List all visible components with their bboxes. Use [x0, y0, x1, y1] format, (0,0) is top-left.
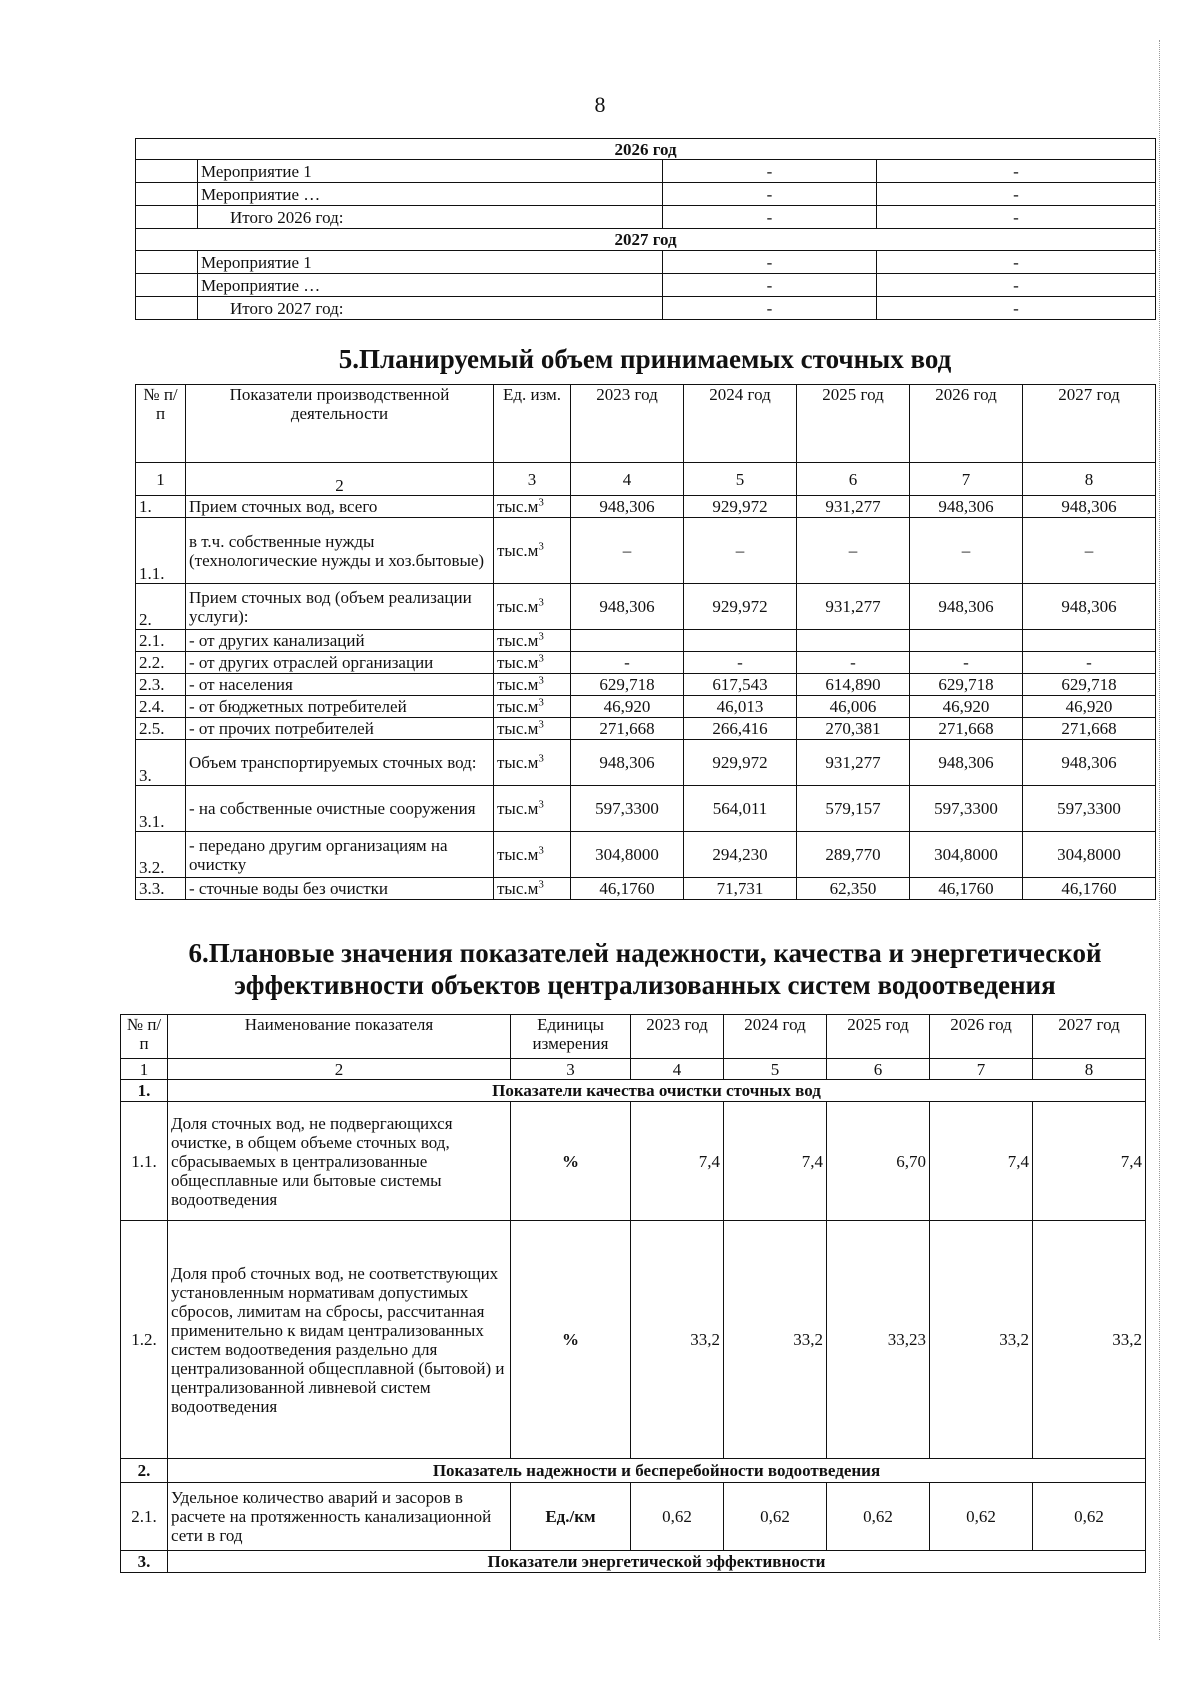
- unit-cell: $тыс.м^3$: [494, 786, 571, 832]
- value-cell: 46,1760: [571, 878, 684, 900]
- value-cell: 929,972: [684, 496, 797, 518]
- unit-cell: $тыс.м^3$: [494, 878, 571, 900]
- indicator-name: - от бюджетных потребителей: [186, 696, 494, 718]
- value-cell: 46,920: [571, 696, 684, 718]
- value-cell: 304,8000: [571, 832, 684, 878]
- indicator-name: - от населения: [186, 674, 494, 696]
- indicator-name: - от прочих потребителей: [186, 718, 494, 740]
- value-cell: 46,920: [910, 696, 1023, 718]
- indicator-name: - сточные воды без очистки: [186, 878, 494, 900]
- value-cell: 931,277: [797, 740, 910, 786]
- unit-cell: $тыс.м^3$: [494, 652, 571, 674]
- value-cell: 948,306: [910, 584, 1023, 630]
- value-cell: 629,718: [910, 674, 1023, 696]
- value-cell: 931,277: [797, 496, 910, 518]
- value-cell: 289,770: [797, 832, 910, 878]
- row-number: 2.2.: [136, 652, 186, 674]
- value-cell: 597,3300: [1023, 786, 1156, 832]
- total-label: Итого 2027 год:: [198, 297, 663, 320]
- row-number: 3.1.: [136, 786, 186, 832]
- table-row: 1.1. Доля сточных вод, не подвергающихся очистке, в общем объеме сточных вод, сбрасываемых в централизованные общесплавные или бытовые системы водоотведения % 7,4 7,4 6,70 7,4 7,4: [121, 1102, 1146, 1221]
- measure-name: Мероприятие …: [198, 183, 663, 206]
- value-cell: -: [910, 652, 1023, 674]
- value-cell: 564,011: [684, 786, 797, 832]
- section6-table: [120, 1014, 1146, 1573]
- total-row: Итого 2026 год: - -: [136, 206, 1156, 229]
- value-cell: 46,006: [797, 696, 910, 718]
- table-row: Мероприятие … - -: [136, 183, 1156, 206]
- value-cell: 629,718: [571, 674, 684, 696]
- value-cell: 948,306: [1023, 496, 1156, 518]
- group-row: 3. Показатели энергетической эффективности: [121, 1551, 1146, 1573]
- value-cell: 271,668: [571, 718, 684, 740]
- group-title: Показатели качества очистки сточных вод: [168, 1080, 1146, 1102]
- table-row: 2.1. Удельное количество аварий и засоров в расчете на протяженность канализационной сети в год Ед./км 0,62 0,62 0,62 0,62 0,62: [121, 1483, 1146, 1551]
- row-number: 1.: [136, 496, 186, 518]
- group-title: Показатели энергетической эффективности: [168, 1551, 1146, 1573]
- row-number: 2.3.: [136, 674, 186, 696]
- group-title: Показатель надежности и бесперебойности водоотведения: [168, 1459, 1146, 1483]
- value-cell: [797, 630, 910, 652]
- value-cell: 46,013: [684, 696, 797, 718]
- section6-title-line2: эффективности объектов централизованных систем водоотведения: [234, 970, 1056, 1000]
- measure-name: Мероприятие 1: [198, 251, 663, 274]
- unit-cell: $тыс.м^3$: [494, 696, 571, 718]
- value-cell: 71,731: [684, 878, 797, 900]
- table-row: [136, 630, 1156, 652]
- value-cell: 948,306: [1023, 584, 1156, 630]
- table-row: Мероприятие 1 - -: [136, 160, 1156, 183]
- value-cell: –: [684, 518, 797, 584]
- unit-cell: $тыс.м^3$: [494, 496, 571, 518]
- value-cell: 271,668: [910, 718, 1023, 740]
- value-cell: 304,8000: [1023, 832, 1156, 878]
- table-row: Мероприятие … - -: [136, 274, 1156, 297]
- value-cell: 931,277: [797, 584, 910, 630]
- value-cell: 46,920: [1023, 696, 1156, 718]
- section6-title-line1: 6.Плановые значения показателей надежности, качества и энергетической: [188, 938, 1102, 968]
- value-cell: –: [910, 518, 1023, 584]
- table-row: 1.2. Доля проб сточных вод, не соответствующих установленным нормативам допустимых сбросов, лимитам на сбросы, рассчитанная применительно к видам централизованных систем водоотведения раздельно для централизованной общесплавной (бытовой) и централизованной ливневой систем водоотведения % 33,2 33,2 33,23 33,2 33,2: [121, 1221, 1146, 1459]
- value-cell: 948,306: [910, 740, 1023, 786]
- value-cell: [910, 630, 1023, 652]
- unit-cell: $тыс.м^3$: [494, 718, 571, 740]
- indicator-name: Объем транспортируемых сточных вод:: [186, 740, 494, 786]
- table-row: [136, 496, 1156, 518]
- table-row: [136, 740, 1156, 786]
- row-number: 2.4.: [136, 696, 186, 718]
- section5-table: [135, 384, 1156, 900]
- value-cell: 46,1760: [1023, 878, 1156, 900]
- indicator-name: в т.ч. собственные нужды (технологические нужды и хоз.бытовые): [186, 518, 494, 584]
- value-cell: -: [684, 652, 797, 674]
- value-cell: 597,3300: [571, 786, 684, 832]
- unit-cell: $тыс.м^3$: [494, 630, 571, 652]
- value-cell: 46,1760: [910, 878, 1023, 900]
- value-cell: –: [571, 518, 684, 584]
- value-cell: [684, 630, 797, 652]
- value-cell: 948,306: [1023, 740, 1156, 786]
- value-cell: 614,890: [797, 674, 910, 696]
- value-cell: 271,668: [1023, 718, 1156, 740]
- group-row: 1. Показатели качества очистки сточных вод: [121, 1080, 1146, 1102]
- value-cell: -: [797, 652, 910, 674]
- table-row: [136, 718, 1156, 740]
- year-2027-header: 2027 год: [136, 229, 1156, 251]
- indicator-name: Доля проб сточных вод, не соответствующих установленным нормативам допустимых сбросов, лимитам на сбросы, рассчитанная применительно к видам централизованных систем водоотведения раздельно для централизованной общесплавной (бытовой) и централизованной ливневой систем водоотведения: [168, 1221, 511, 1459]
- indicator-name: Доля сточных вод, не подвергающихся очистке, в общем объеме сточных вод, сбрасываемых в централизованные общесплавные или бытовые системы водоотведения: [168, 1102, 511, 1221]
- value-cell: 948,306: [571, 584, 684, 630]
- total-label: Итого 2026 год:: [198, 206, 663, 229]
- row-number: 2.1.: [136, 630, 186, 652]
- year-2026-header: 2026 год: [136, 139, 1156, 160]
- table-row: [136, 878, 1156, 900]
- value-cell: 629,718: [1023, 674, 1156, 696]
- value-cell: 948,306: [910, 496, 1023, 518]
- table-row: [136, 652, 1156, 674]
- header-row: № п/п Наименование показателя Единицы измерения 2023 год 2024 год 2025 год 2026 год 2027 год: [121, 1015, 1146, 1059]
- total-row: Итого 2027 год: - -: [136, 297, 1156, 320]
- table-row: Мероприятие 1 - -: [136, 251, 1156, 274]
- table-row: [136, 832, 1156, 878]
- row-number: 2.: [136, 584, 186, 630]
- indicator-name: - на собственные очистные сооружения: [186, 786, 494, 832]
- value-cell: -: [571, 652, 684, 674]
- value-cell: 948,306: [571, 740, 684, 786]
- unit-cell: $тыс.м^3$: [494, 674, 571, 696]
- value-cell: [571, 630, 684, 652]
- scan-edge-artifact: [1159, 40, 1162, 1640]
- unit-cell: $тыс.м^3$: [494, 518, 571, 584]
- group-row: 2. Показатель надежности и бесперебойности водоотведения: [121, 1459, 1146, 1483]
- value-cell: 929,972: [684, 740, 797, 786]
- unit-cell: $тыс.м^3$: [494, 832, 571, 878]
- measures-table: [135, 138, 1156, 320]
- measure-name: Мероприятие 1: [198, 160, 663, 183]
- row-number: 3.3.: [136, 878, 186, 900]
- value-cell: –: [1023, 518, 1156, 584]
- table-row: [136, 674, 1156, 696]
- table-row: [136, 584, 1156, 630]
- indicator-name: Удельное количество аварий и засоров в расчете на протяженность канализационной сети в год: [168, 1483, 511, 1551]
- table-row: [136, 786, 1156, 832]
- value-cell: 579,157: [797, 786, 910, 832]
- value-cell: 270,381: [797, 718, 910, 740]
- page-number: 8: [594, 92, 606, 117]
- value-cell: –: [797, 518, 910, 584]
- indicator-name: Прием сточных вод, всего: [186, 496, 494, 518]
- row-number: 1.1.: [136, 518, 186, 584]
- indicator-name: - от других отраслей организации: [186, 652, 494, 674]
- value-cell: 304,8000: [910, 832, 1023, 878]
- row-number: 3.2.: [136, 832, 186, 878]
- value-cell: 294,230: [684, 832, 797, 878]
- value-cell: 597,3300: [910, 786, 1023, 832]
- indicator-name: - от других канализаций: [186, 630, 494, 652]
- indicator-name: Прием сточных вод (объем реализации услуги):: [186, 584, 494, 630]
- value-cell: 266,416: [684, 718, 797, 740]
- unit-cell: $тыс.м^3$: [494, 740, 571, 786]
- column-number-row: 1 2 3 4 5 6 7 8: [136, 463, 1156, 496]
- value-cell: 929,972: [684, 584, 797, 630]
- value-cell: 948,306: [571, 496, 684, 518]
- table-row: [136, 518, 1156, 584]
- value-cell: 617,543: [684, 674, 797, 696]
- column-number-row: 1 2 3 4 5 6 7 8: [121, 1059, 1146, 1080]
- indicator-name: - передано другим организациям на очистку: [186, 832, 494, 878]
- section5-title: 5.Планируемый объем принимаемых сточных вод: [338, 344, 952, 374]
- table-row: [136, 696, 1156, 718]
- measure-name: Мероприятие …: [198, 274, 663, 297]
- unit-cell: $тыс.м^3$: [494, 584, 571, 630]
- value-cell: 62,350: [797, 878, 910, 900]
- row-number: 2.5.: [136, 718, 186, 740]
- header-row: № п/п Показатели производственной деятельности Ед. изм. 2023 год 2024 год 2025 год 2026 год 2027 год: [136, 385, 1156, 463]
- value-cell: -: [1023, 652, 1156, 674]
- value-cell: [1023, 630, 1156, 652]
- row-number: 3.: [136, 740, 186, 786]
